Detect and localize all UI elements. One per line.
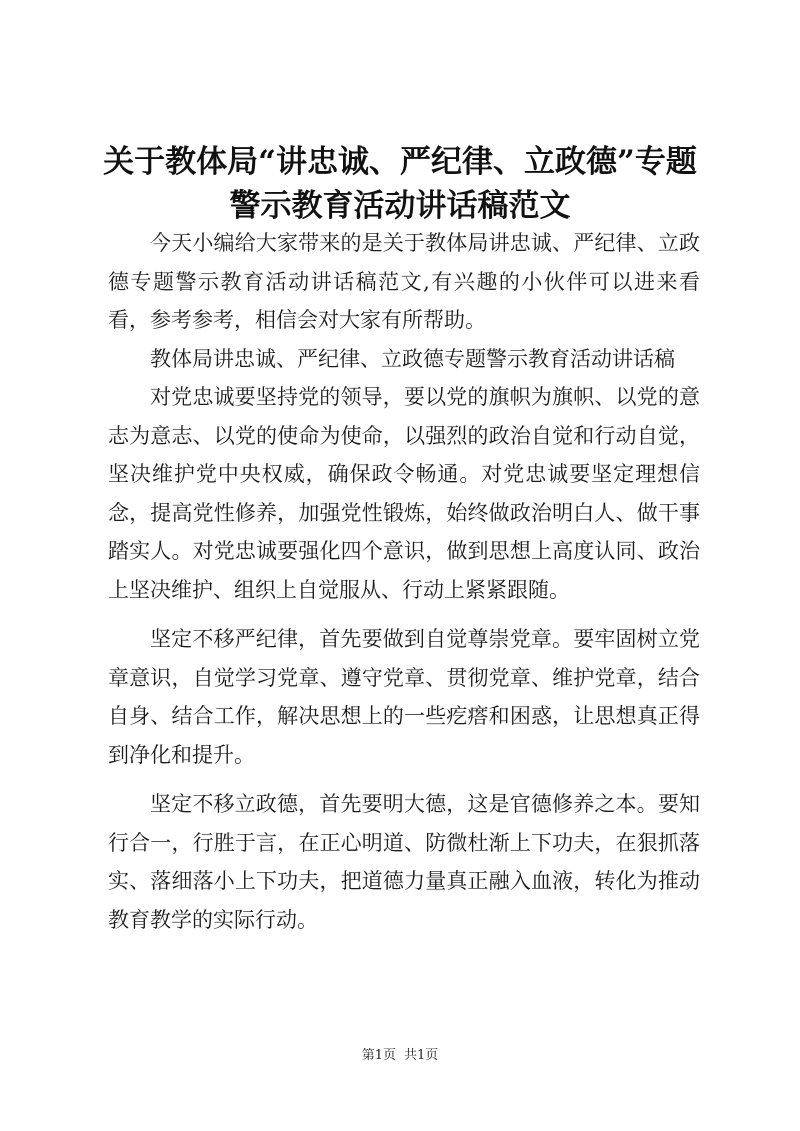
page-total: 共1页 [404, 1048, 439, 1063]
page-number: 第1页 [361, 1048, 396, 1063]
title-line-1: 关于教体局“讲忠诚、严纪律、立政德”专题 [103, 144, 697, 180]
document-body [108, 224, 700, 939]
loyalty-paragraph: 对党忠诚要坚持党的领导，要以党的旗帜为旗帜、以党的意志为意志、以党的使命为使命，以强烈的政治自觉和行动自觉，坚决维护党中央权威，确保政令畅通。对党忠诚要坚定理想信念，提高党性修养，加强党性锻炼，始终做政治明白人、做干事踏实人。对党忠诚要强化四个意识，做到思想上高度认同、政治上坚决维护、组织上自觉服从、行动上紧紧跟随。 [108, 385, 700, 602]
subtitle-paragraph: 教体局讲忠诚、严纪律、立政德专题警示教育活动讲话稿 [150, 346, 675, 371]
page-footer [0, 1047, 800, 1065]
morality-paragraph: 坚定不移立政德，首先要明大德，这是官德修养之本。要知行合一，行胜于言，在正心明道、防微杜渐上下功夫，在狠抓落实、落细落小上下功夫，把道德力量真正融入血液，转化为推动教育教学的实际行动。 [108, 792, 700, 932]
intro-paragraph: 今天小编给大家带来的是关于教体局讲忠诚、严纪律、立政德专题警示教育活动讲话稿范文,有兴趣的小伙伴可以进来看看，参考参考，相信会对大家有所帮助。 [108, 231, 700, 332]
document-title [60, 140, 740, 228]
discipline-paragraph: 坚定不移严纪律，首先要做到自觉尊崇党章。要牢固树立党章意识，自觉学习党章、遵守党章、贯彻党章、维护党章，结合自身、结合工作，解决思想上的一些疙瘩和困惑，让思想真正得到净化和提升。 [108, 627, 700, 767]
title-line-2: 警示教育活动讲话稿范文 [229, 188, 571, 224]
